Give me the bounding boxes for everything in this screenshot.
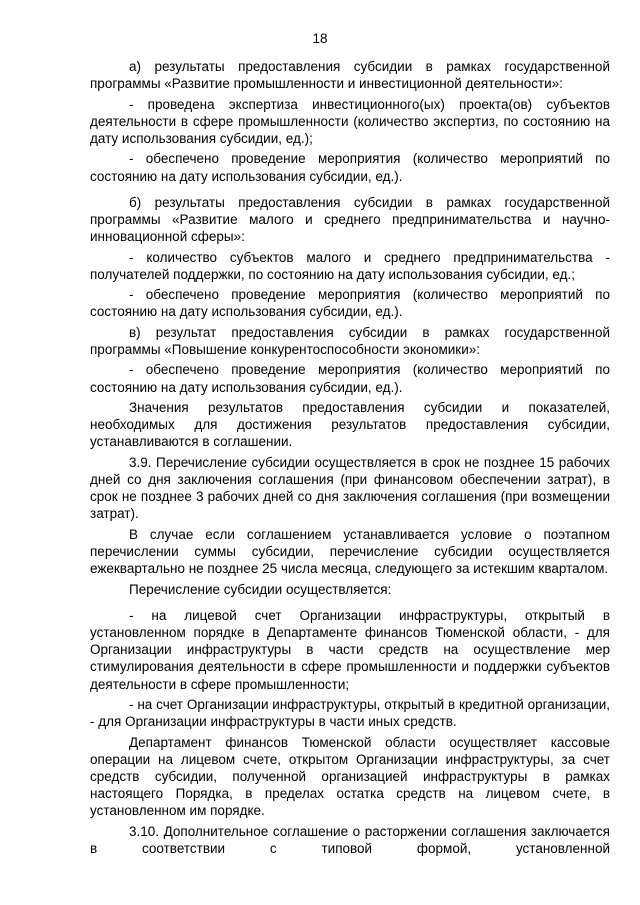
paragraph-3-9: 3.9. Перечисление субсидии осуществляется в срок не позднее 15 рабочих дней со дня заключения соглашения (при финансовом обеспечении затрат), в срок не позднее 3 рабочих дней со дня заключения соглашения (при возмещении затрат). (90, 454, 610, 522)
paragraph-phased-transfer: В случае если соглашением устанавливается условие о поэтапном перечислении суммы субсидии, перечисление субсидии осуществляется ежеквартально не позднее 25 числа месяца, следующего за истекшим кварталом. (90, 526, 610, 577)
paragraph-sme-count: - количество субъектов малого и среднего предпринимательства - получателей поддержки, по состоянию на дату использования субсидии, ед.; (90, 249, 610, 282)
paragraph-transfer-intro: Перечисление субсидии осуществляется: (129, 581, 392, 597)
page-number: 18 (312, 31, 328, 46)
paragraph-expertise: - проведена экспертиза инвестиционного(ых) проекта(ов) субъектов деятельности в сфере промышленности (количество экспертиз, по состоянию на дату использования субсидии, ед.); (90, 96, 610, 146)
document-body (90, 58, 610, 860)
paragraph-results-industry: а) результаты предоставления субсидии в рамках государственной программы «Развитие промышленности и инвестиционной деятельности»: (90, 59, 610, 92)
paragraph-personal-account: - на лицевой счет Организации инфраструктуры, открытый в установленном порядке в Департаменте финансов Тюменской области, - для Организации инфраструктуры в части средств на осуществление мер стимулирования деятельности в сфере промышленности и поддержки субъектов деятельности в сфере промышленности; (90, 607, 610, 692)
paragraph-events-3: - обеспечено проведение мероприятия (количество мероприятий по состоянию на дату использования субсидии, ед.). (90, 362, 610, 395)
paragraph-3-10: 3.10. Дополнительное соглашение о расторжении соглашения заключается в соответствии с типовой формой, установленной (90, 823, 610, 856)
paragraph-events-1: - обеспечено проведение мероприятия (количество мероприятий по состоянию на дату использования субсидии, ед.). (90, 151, 610, 184)
paragraph-results-competitiveness: в) результат предоставления субсидии в рамках государственной программы «Повышение конкурентоспособности экономики»: (90, 324, 610, 357)
paragraph-events-2: - обеспечено проведение мероприятия (количество мероприятий по состоянию на дату использования субсидии, ед.). (90, 287, 610, 320)
paragraph-treasury-operations: Департамент финансов Тюменской области осуществляет кассовые операции на лицевом счете, открытом Организации инфраструктуры, за счет средств субсидии, полученной организацией инфраструктуры в рамках настоящего Порядка, в пределах остатка средств на лицевом счете, в установленном им порядке. (90, 734, 610, 819)
paragraph-bank-account: - на счет Организации инфраструктуры, открытый в кредитной организации, - для Организации инфраструктуры в части иных средств. (90, 696, 610, 730)
paragraph-values-in-agreement: Значения результатов предоставления субсидии и показателей, необходимых для достижения результатов предоставления субсидии, устанавливаются в соглашении. (90, 399, 610, 450)
paragraph-results-sme: б) результаты предоставления субсидии в рамках государственной программы «Развитие малого и среднего предпринимательства и научно-инновационной сферы»: (90, 194, 610, 245)
